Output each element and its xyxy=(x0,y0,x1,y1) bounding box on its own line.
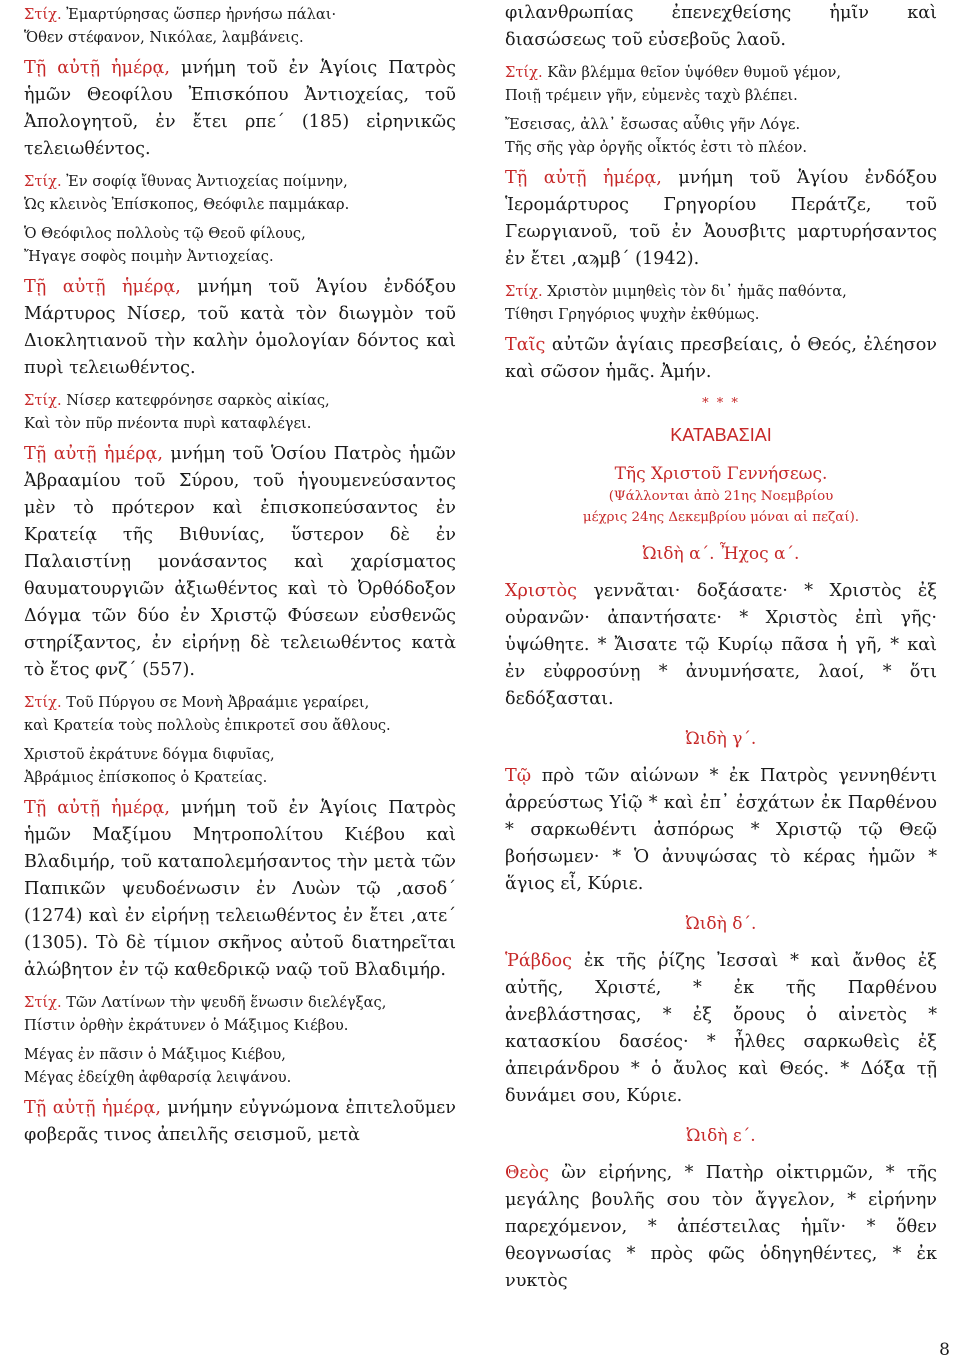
hymn-text: ὢν εἰρήνης, * Πατὴρ οἰκτιρμῶν, * τῆς μεγάλης βουλῆς σου τὸν ἄγγελον, * εἰρήνην παρεχόμενον, * ἀπέστειλας ἡμῖν· * ὅθεν θεογνωσίας * πρὸς φῶς ὁδηγηθέντες, * ἐκ νυκτὸς xyxy=(505,1163,937,1291)
verse-4 xyxy=(24,389,456,435)
ode-heading-1: Ὠιδὴ α´. Ἦχος α´. xyxy=(642,544,800,564)
hymn-incipit: Τῷ xyxy=(505,766,532,786)
commemoration-entry-abramios xyxy=(24,441,456,684)
commemoration-entry-niser xyxy=(24,274,456,382)
ode-heading-5: Ὠιδὴ ε´. xyxy=(686,1126,756,1146)
entry-incipit: Τῇ αὐτῇ ἡμέρᾳ, xyxy=(24,798,171,818)
page-number: 8 xyxy=(939,1340,950,1360)
verse-label: Στίχ. xyxy=(24,994,62,1011)
entry-text: μνήμη τοῦ Ἁγίου ἐνδόξου Ἱερομάρτυρος Γρηγορίου Περάτζε, τοῦ Γεωργιανοῦ, τοῦ ἐν Ἀουσβιτς μαρτυρήσαντος ἐν ἔτει ,αϡμβ´ (1942). xyxy=(505,168,938,269)
verse-5 xyxy=(24,691,456,737)
verse-2 xyxy=(24,170,456,216)
feast-title: Τῆς Χριστοῦ Γεννήσεως. xyxy=(614,464,828,484)
hymn-ode-1 xyxy=(505,578,937,713)
hymn-ode-3 xyxy=(505,763,937,898)
hymn-text: πρὸ τῶν αἰώνων * ἐκ Πατρὸς γεννηθέντι ἀρρεύστως Υἱῷ * καὶ ἐπ᾽ ἐσχάτων ἐκ Παρθένου * σαρκωθέντι ἀσπόρως * Χριστῷ τῷ Θεῷ βοήσωμεν· * Ὁ ἀνυψώσας τὸ κέρας ἡμῶν * ἅγιος εἶ, Κύριε. xyxy=(505,766,937,894)
entry-incipit: Τῇ αὐτῇ ἡμέρᾳ, xyxy=(24,277,181,297)
left-column xyxy=(24,0,456,1156)
commemoration-entry-earthquake xyxy=(24,1095,456,1149)
entry-text: μνήμη τοῦ Ἁγίου ἐνδόξου Μάρτυρος Νίσερ, τοῦ κατὰ τὸν διωγμὸν τοῦ Διοκλητιανοῦ τὴν καλὴν ὁμολογίαν δόντος καὶ πυρὶ τελειωθέντος. xyxy=(24,277,457,378)
verse-line: Νίσερ κατεφρόνησε σαρκὸς αἰκίας, xyxy=(61,392,330,409)
verse-3 xyxy=(24,222,456,268)
verse-10 xyxy=(505,113,937,159)
commemoration-entry-gregory xyxy=(505,165,937,273)
hymn-incipit: Ῥάβδος xyxy=(505,951,572,971)
verse-line: Ἤγαγε σοφὸς ποιμὴν Ἀντιοχείας. xyxy=(24,248,274,265)
hymn-ode-5 xyxy=(505,1160,937,1295)
verse-line: Ἐν σοφίᾳ ἴθυνας Ἀντιοχείας ποίμνην, xyxy=(61,173,348,190)
hymn-text: ἐκ τῆς ῥίζης Ἰεσσαὶ * καὶ ἄνθος ἐξ αὐτῆς, Χριστέ, * ἐκ τῆς Παρθένου ἀνεβλάστησας, * ἐξ ὄρους ὁ αἰνετὸς * κατασκίου δασέος· * ἦλθες σαρκωθεὶς ἐξ ἀπειράνδρου * ὁ ἄυλος καὶ Θεός. * Δόξα τῇ δυνάμει σου, Κύριε. xyxy=(505,951,937,1106)
verse-line: Ποιῇ τρέμειν γῆν, εὐμενὲς ταχὺ βλέπει. xyxy=(505,87,798,104)
verse-6 xyxy=(24,743,456,789)
verse-8 xyxy=(24,1043,456,1089)
verse-line: Χριστοῦ ἐκράτυνε δόγμα διφυῖας, xyxy=(24,746,275,763)
verse-line: Τίθησι Γρηγόριος ψυχὴν ἐκθύμως. xyxy=(505,306,760,323)
verse-label: Στίχ. xyxy=(24,694,62,711)
verse-line: Ὁ Θεόφιλος πολλοὺς τῷ Θεοῦ φίλους, xyxy=(24,225,306,242)
verse-line: Ἔσεισας, ἀλλ᾽ ἔσωσας αὖθις γῆν Λόγε. xyxy=(505,116,801,133)
verse-line: Ὅθεν στέφανον, Νικόλαε, λαμβάνεις. xyxy=(24,29,304,46)
verse-line: Χριστὸν μιμηθεὶς τὸν δι᾽ ἡμᾶς παθόντα, xyxy=(542,283,847,300)
verse-7 xyxy=(24,991,456,1037)
entry-text: μνήμη τοῦ Ὁσίου Πατρὸς ἡμῶν Ἀβρααμίου τοῦ Σύρου, τοῦ ἡγουμενεύσαντος μὲν τὸ πρότερον καὶ ἐπισκοπεύσαντος ἐν Κρατείᾳ τῆς Βιθυνίας, ὕστερον δὲ ἐν Παλαιστίνῃ μονάσαντος καὶ χαρίσματος θαυματουργιῶν ἀξιωθέντος καὶ τὸ Ὀρθόδοξον Δόγμα τῶν δύο ἐν Χριστῷ Φύσεων εὐσθενῶς στηρίξαντος, ἐν εἰρήνῃ δὲ τελειωθέντος κατὰ τὸ ἔτος φνζ´ (557). xyxy=(24,444,456,680)
commemoration-entry-theophilus xyxy=(24,55,456,163)
commemoration-entry-earthquake-continued xyxy=(505,0,937,54)
verse-line: καὶ Κρατεία τοὺς πολλοὺς ἐπικροτεῖ σου ἄθλους. xyxy=(24,717,391,734)
right-column xyxy=(505,0,937,1295)
entry-text: μνήμη τοῦ ἐν Ἁγίοις Πατρὸς ἡμῶν Μαξίμου Μητροπολίτου Κιέβου καὶ Βλαδιμήρ, τοῦ καταπολεμήσαντος τὴν μετὰ τῶν Παπικῶν ψευδοένωσιν ἐν Λυὼν τῷ ,ασοδ´ (1274) καὶ ἐν εἰρήνῃ τελειωθέντος ἐν ἔτει ,ατε´ (1305). Τὸ δὲ τίμιον σκῆνος αὐτοῦ διατηρεῖται ἀλώβητον ἐν τῷ καθεδρικῷ ναῷ τοῦ Βλαδιμήρ. xyxy=(24,798,457,980)
verse-line: Κἂν βλέμμα θεῖον ὑψόθεν θυμοῦ γέμον, xyxy=(542,64,842,81)
entry-text: μνήμην εὐγνώμονα ἐπιτελοῦμεν φοβερᾶς τινος ἀπειλῆς σεισμοῦ, μετὰ xyxy=(24,1098,456,1145)
entry-text: μνήμη τοῦ ἐν Ἁγίοις Πατρὸς ἡμῶν Θεοφίλου Ἐπισκόπου Ἀντιοχείας, τοῦ Ἀπολογητοῦ, ἐν ἔτει ρπε´ (185) εἰρηνικῶς τελειωθέντος. xyxy=(24,58,457,159)
verse-line: Πίστιν ὀρθὴν ἐκράτυνεν ὁ Μάξιμος Κιέβου. xyxy=(24,1017,349,1034)
verse-label: Στίχ. xyxy=(24,6,62,23)
section-divider-stars: * * * xyxy=(702,396,740,411)
entry-text: φιλανθρωπίας ἐπενεχθείσης ἡμῖν καὶ διασώσεως τοῦ εὐσεβοῦς λαοῦ. xyxy=(505,3,937,50)
ode-heading-4: Ὠιδὴ δ´. xyxy=(685,914,757,934)
hymn-text: γεννᾶται· δοξάσατε· * Χριστὸς ἐξ οὐρανῶν· ἀπαντήσατε· * Χριστὸς ἐπὶ γῆς· ὑψώθητε. * Ἄισατε τῷ Κυρίῳ πᾶσα ἡ γῆ, * καὶ ἐν εὐφροσύνῃ * ἀνυμνήσατε, λαοί, * ὅτι δεδόξασται. xyxy=(505,581,937,709)
hymn-incipit: Χριστὸς xyxy=(505,581,577,601)
verse-line: Ἐμαρτύρησας ὥσπερ ἠρνήσω πάλαι· xyxy=(61,6,337,23)
verse-line: Μέγας ἐδείχθη ἀφθαρσίᾳ λειψάνου. xyxy=(24,1069,292,1086)
verse-9 xyxy=(505,61,937,107)
ode-heading-3: Ὠιδὴ γ´. xyxy=(685,729,757,749)
verse-line: Ἀβράμιος ἐπίσκοπος ὁ Κρατείας. xyxy=(24,769,268,786)
entry-incipit: Τῇ αὐτῇ ἡμέρᾳ, xyxy=(505,168,662,188)
hymn-incipit: Θεὸς xyxy=(505,1163,549,1183)
verse-label: Στίχ. xyxy=(505,283,543,300)
prayer-text: αὐτῶν ἁγίαις πρεσβείαις, ὁ Θεός, ἐλέησον καὶ σῶσον ἡμᾶς. Ἀμήν. xyxy=(505,335,937,382)
hymn-ode-4 xyxy=(505,948,937,1110)
verse-label: Στίχ. xyxy=(24,392,62,409)
verse-line: Τοῦ Πύργου σε Μονὴ Ἀβραάμιε γεραίρει, xyxy=(61,694,370,711)
verse-line: Τῆς σῆς γὰρ ὀργῆς οἶκτός ἐστι τὸ πλέον. xyxy=(505,139,807,156)
prayer-incipit: Ταῖς xyxy=(505,335,546,355)
verse-label: Στίχ. xyxy=(24,173,62,190)
verse-line: Ὡς κλεινὸς Ἐπίσκοπος, Θεόφιλε παμμάκαρ. xyxy=(24,196,350,213)
verse-line: Μέγας ἐν πᾶσιν ὁ Μάξιμος Κιέβου, xyxy=(24,1046,286,1063)
verse-1 xyxy=(24,3,456,49)
verse-label: Στίχ. xyxy=(505,64,543,81)
dismissal-prayer xyxy=(505,332,937,386)
section-heading-katavasiai: ΚΑΤΑΒΑΣΙΑΙ xyxy=(670,425,772,445)
rubric-note-line-2: μέχρις 24ης Δεκεμβρίου μόναι αἱ πεζαί). xyxy=(582,510,860,525)
entry-incipit: Τῇ αὐτῇ ἡμέρᾳ, xyxy=(24,1098,161,1118)
commemoration-entry-maximos xyxy=(24,795,456,984)
verse-line: Τῶν Λατίνων τὴν ψευδῆ ἕνωσιν διελέγξας, xyxy=(61,994,387,1011)
rubric-note-line-1: (Ψάλλονται ἀπὸ 21ης Νοεμβρίου xyxy=(608,489,834,504)
entry-incipit: Τῇ αὐτῇ ἡμέρᾳ, xyxy=(24,58,171,78)
entry-incipit: Τῇ αὐτῇ ἡμέρᾳ, xyxy=(24,444,163,464)
verse-11 xyxy=(505,280,937,326)
verse-line: Καὶ τὸν πῦρ πνέοντα πυρὶ καταφλέγει. xyxy=(24,415,312,432)
